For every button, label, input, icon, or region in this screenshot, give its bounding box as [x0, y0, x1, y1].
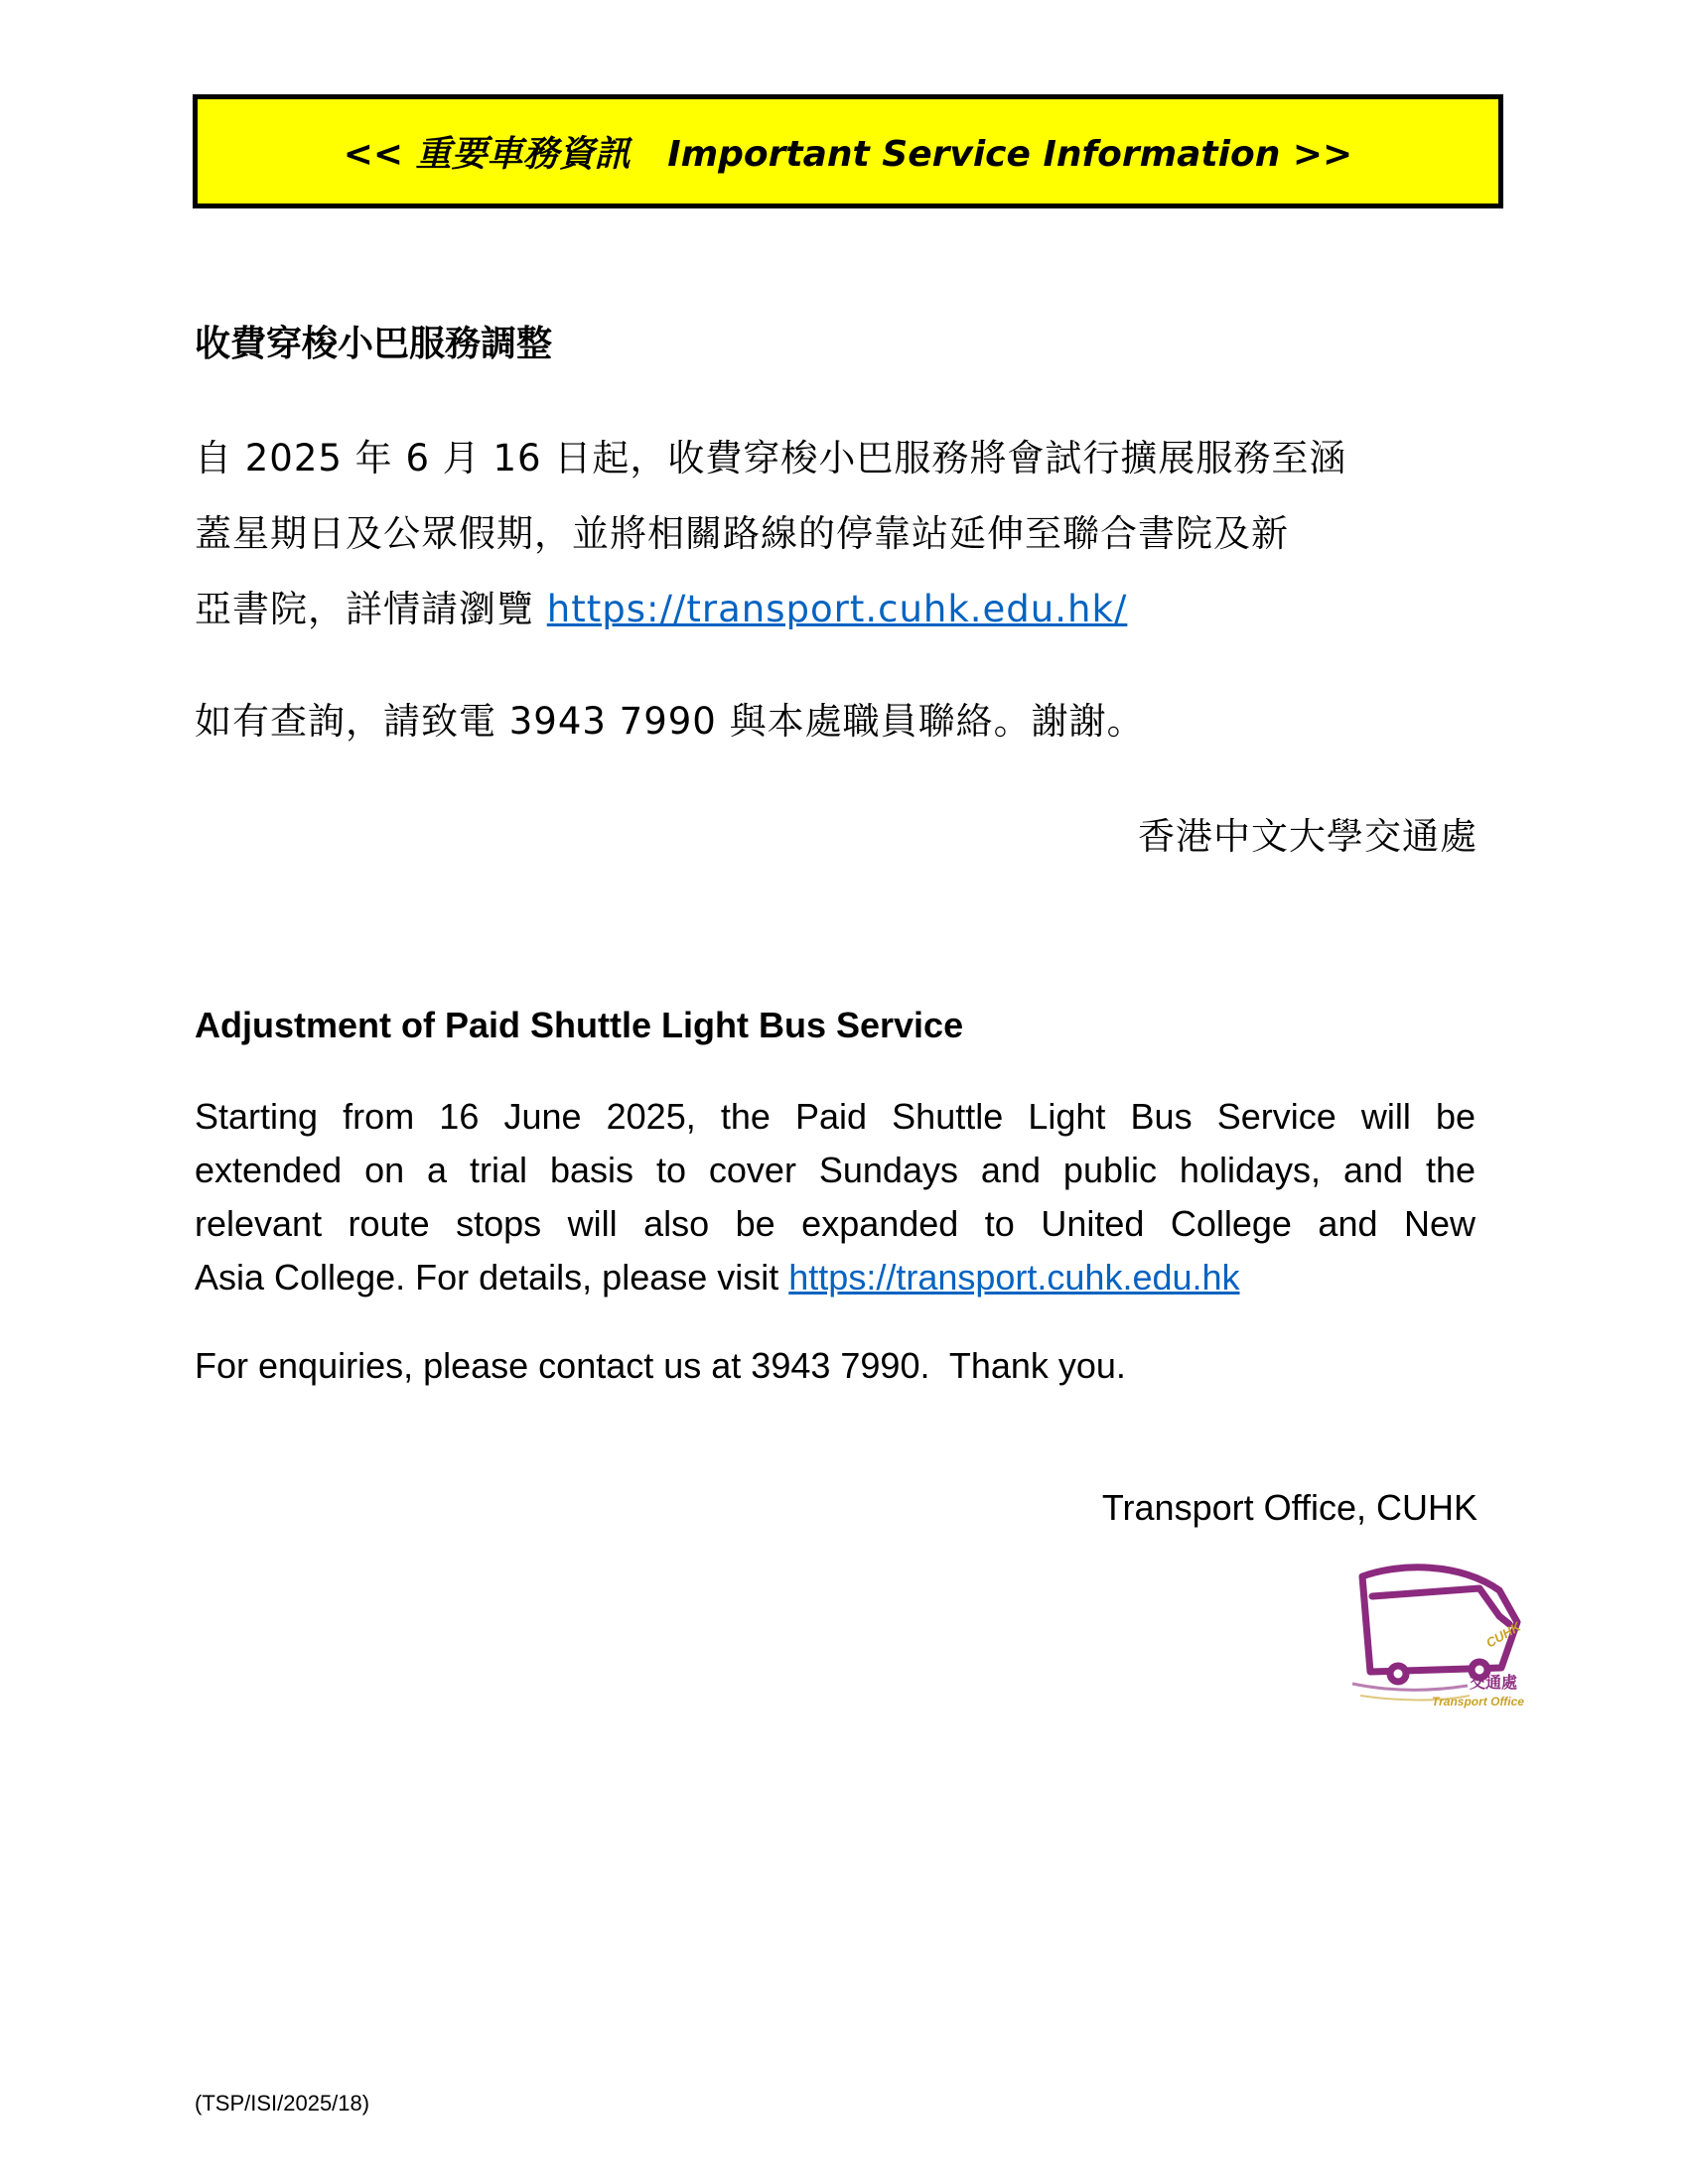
english-enquiry: For enquiries, please contact us at 3943 7990. Thank you. — [195, 1345, 1126, 1386]
chinese-body — [195, 421, 1485, 647]
english-transport-link[interactable]: https://transport.cuhk.edu.hk — [788, 1257, 1240, 1297]
chinese-body-line — [195, 572, 1485, 647]
logo-badge-text: CUHK — [1483, 1618, 1524, 1651]
chinese-transport-link[interactable]: https://transport.cuhk.edu.hk/ — [546, 588, 1128, 630]
english-body-line-text: Asia College. For details, please visit — [195, 1257, 789, 1297]
banner-title: << 重要車務資訊 Important Service Information >> — [343, 134, 1353, 175]
english-body-line — [195, 1251, 1476, 1304]
english-signature: Transport Office, CUHK — [1101, 1487, 1477, 1528]
logo-chinese-text: 交通處 — [1470, 1673, 1518, 1692]
english-heading: Adjustment of Paid Shuttle Light Bus Service — [195, 1005, 964, 1045]
reference-code: (TSP/ISI/2025/18) — [195, 2091, 370, 2116]
important-notice-banner — [193, 94, 1503, 208]
english-body-line: extended on a trial basis to cover Sundays and public holidays, and the — [195, 1150, 1476, 1190]
logo-english-text: Transport Office — [1432, 1695, 1524, 1708]
chinese-enquiry: 如有查詢，請致電 3943 7990 與本處職員聯絡。謝謝。 — [195, 700, 1145, 743]
english-body-line: relevant route stops will also be expanded to United College and New — [195, 1203, 1476, 1244]
english-body — [195, 1090, 1476, 1304]
bus-icon — [1362, 1568, 1517, 1682]
chinese-body-line-text: 亞書院，詳情請瀏覽 — [195, 588, 547, 630]
chinese-heading: 收費穿梭小巴服務調整 — [195, 324, 553, 364]
chinese-body-line: 自 2025 年 6 月 16 日起，收費穿梭小巴服務將會試行擴展服務至涵 — [195, 437, 1347, 479]
transport-office-logo — [1350, 1557, 1529, 1715]
chinese-body-line: 蓋星期日及公眾假期，並將相關路線的停靠站延伸至聯合書院及新 — [195, 512, 1289, 555]
english-body-line: Starting from 16 June 2025, the Paid Shuttle Light Bus Service will be — [195, 1096, 1476, 1137]
chinese-signature: 香港中文大學交通處 — [1138, 815, 1477, 858]
